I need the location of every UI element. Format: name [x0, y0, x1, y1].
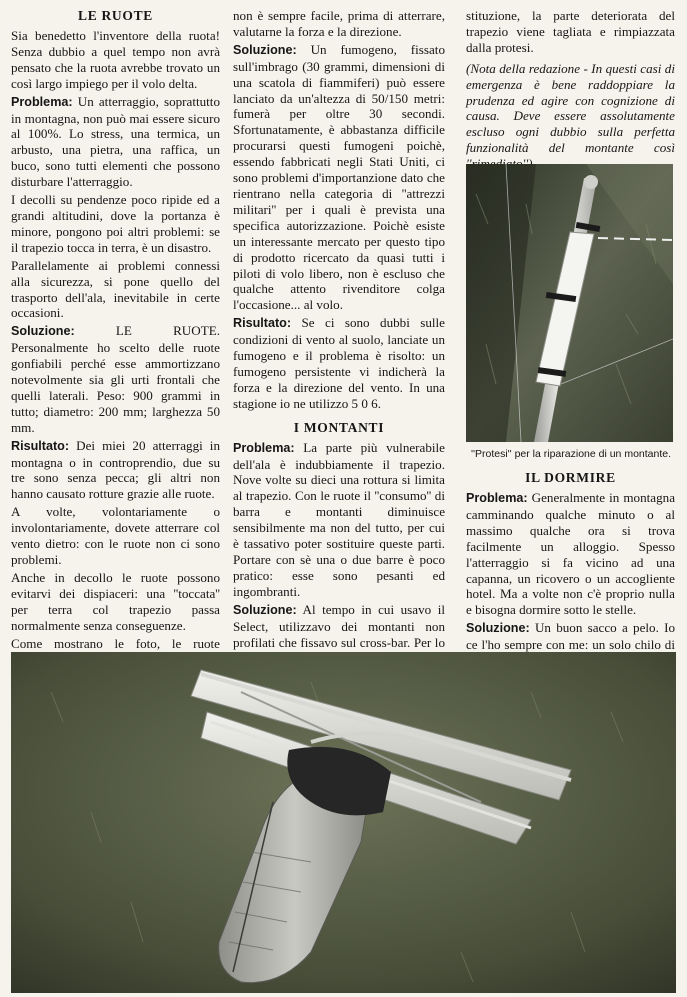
column-3-lower — [466, 470, 675, 669]
label-problema: Problema: — [466, 491, 528, 505]
photo-sleeping-bag — [11, 652, 676, 993]
label-problema: Problema: — [11, 94, 73, 109]
paragraph-text: Generalmente in montagna camminando qualche minuto o al massimo qualche ora si trova facilmente un alloggio. Spesso l'atterraggio si fa vicino ad una capanna, un ricovero o un accogliente hotel. Ma a volte non c'è proprio nulla e bisogna dormire sotto le stelle. — [466, 490, 676, 618]
paragraph-text: Al tempo in cui usavo il Select, utilizzavo dei montanti non profilati che fissavo sul cross-bar. Per lo — [233, 601, 445, 650]
paragraph: I decolli su pendenze poco ripide ed a grandi altitudini, dove la portanza è minore, pongono poi altri problemi: se il trapezio tocca in terra, è un disastro. — [11, 192, 220, 255]
label-soluzione: Soluzione: — [11, 324, 75, 339]
paragraph-text: La parte più vulnerabile dell'ala è indubbiamente il trapezio. Nove volte su dieci una rottura si limita al trapezio. Con le ruote il ''consumo'' di barra e montanti diminuisce sensibilmente ma non del tutto, per cui è tassativo poter sostituire queste parti. Portare con sè una o due barre è poco pratico: esse sono pesanti ed ingombranti. — [233, 439, 445, 599]
paragraph-text: Un buon sacco a pelo. Io ce l'ho sempre con me: un solo chilo di — [466, 620, 676, 653]
label-soluzione: Soluzione: — [233, 602, 297, 617]
label-problema: Problema: — [233, 440, 295, 455]
heading-i-montanti: I MONTANTI — [293, 419, 385, 435]
paragraph: A volte, volontariamente o involontariamente, dovete atterrare col vento dietro: con le ruote non ci sono problemi. — [11, 504, 220, 567]
paragraph — [233, 315, 445, 411]
paragraph: Sia benedetto l'inventore della ruota! Senza dubbio a quel tempo non avrà pensato che la ruota avrebbe trovato un così largo impiego per il volo delta. — [11, 28, 220, 91]
paragraph: non è sempre facile, prima di atterrare, valutarne la forza e la direzione. — [233, 8, 445, 39]
paragraph — [233, 440, 445, 600]
paragraph: Anche in decollo le ruote possono evitarvi dei dispiaceri: una ''toccata'' per terra col trapezio passa normalmente senza conseguenze. — [11, 569, 220, 633]
paragraph — [233, 42, 445, 313]
paragraph-text: Un fumogeno, fissato sull'imbrago (30 grammi, dimensioni di una scatola di fiammiferi) può essere lanciato da un'altezza di 50/150 metri: fumerà per oltre 30 secondi. Sfortunatamente, è abbastanza difficile procurarsi questi fumogeni poichè, essendo fabbricati negli Stati Uniti, ci sono problemi d'importanzione dato che rientrano nella categoria di ''attrezzi militari'' per i quali è prevista una specifica autorizzazione. Poichè esiste un interessante mercato per questo tipo di prodotto ricercato da quasi tutti i piloti di volo libero, non è escluso che qualche attento rivenditore colga l'occasione... al volo. — [233, 41, 445, 313]
sleeping-bag-photo-drawing — [11, 652, 676, 993]
label-risultato: Risultato: — [233, 316, 292, 331]
heading-il-dormire: IL DORMIRE — [525, 470, 616, 485]
column-1 — [11, 8, 220, 744]
label-soluzione: Soluzione: — [233, 42, 297, 57]
photo-protesi — [466, 164, 673, 442]
paragraph — [11, 438, 220, 503]
paragraph — [11, 323, 220, 435]
paragraph: Parallelamente ai problemi connessi alla sicurezza, si pone quello del trasporto dell'ala, inevitabile in certe occasioni. — [11, 257, 220, 321]
paragraph-text: LE RUOTE. Personalmente ho scelto delle ruote gonfiabili perché esse ammortizzano notevolmente sia gli urti frontali che quelli laterali. Peso: 900 grammi in tutto; diametro: 200 mm; larghezza 50 mm. — [11, 323, 220, 435]
paragraph: Come mostrano le foto, le ruote — [11, 635, 220, 651]
figure-caption: ''Protesi'' per la riparazione di un montante. — [470, 448, 672, 460]
label-soluzione: Soluzione: — [466, 621, 530, 636]
paragraph-text: Se ci sono dubbi sulle condizioni di vento al suolo, lanciate un fumogeno e il problema è risolto: un fumogeno persistente vi indicherà la forza e la direzione del vento. In una stagione io ne utilizzo 5 0 6. — [233, 315, 445, 411]
heading-le-ruote: LE RUOTE — [78, 8, 153, 23]
editor-note: (Nota della redazione - In questi casi di emergenza è bene raddoppiare la prudenza ed agire con cognizione di causa. Deve essere assolutamente escluso ogni dubbio sulla perfetta funzionalità del montante così — [466, 60, 675, 156]
label-risultato: Risultato: — [11, 438, 70, 453]
paragraph — [466, 490, 675, 618]
paragraph: stituzione, la parte deteriorata del trapezio viene tagliata e rimpiazzata dalla protesi. — [466, 8, 675, 55]
paragraph — [11, 94, 220, 190]
paragraph-text: Dei miei 20 atterraggi in montagna o in controprendio, due su tre sono senza pecca; gli altri non hanno causato rotture grazie alle ruote. — [11, 437, 220, 502]
column-3 — [466, 8, 675, 172]
paragraph-text: Un atterraggio, soprattutto in montagna, non può mai essere sicuro al 100%. Lo stress, una termica, un arbusto, una pietra, una raffica, un buco, sono tutti elementi che possono disturbare l'atterraggio. — [11, 93, 220, 190]
protesi-photo-drawing — [466, 164, 673, 442]
